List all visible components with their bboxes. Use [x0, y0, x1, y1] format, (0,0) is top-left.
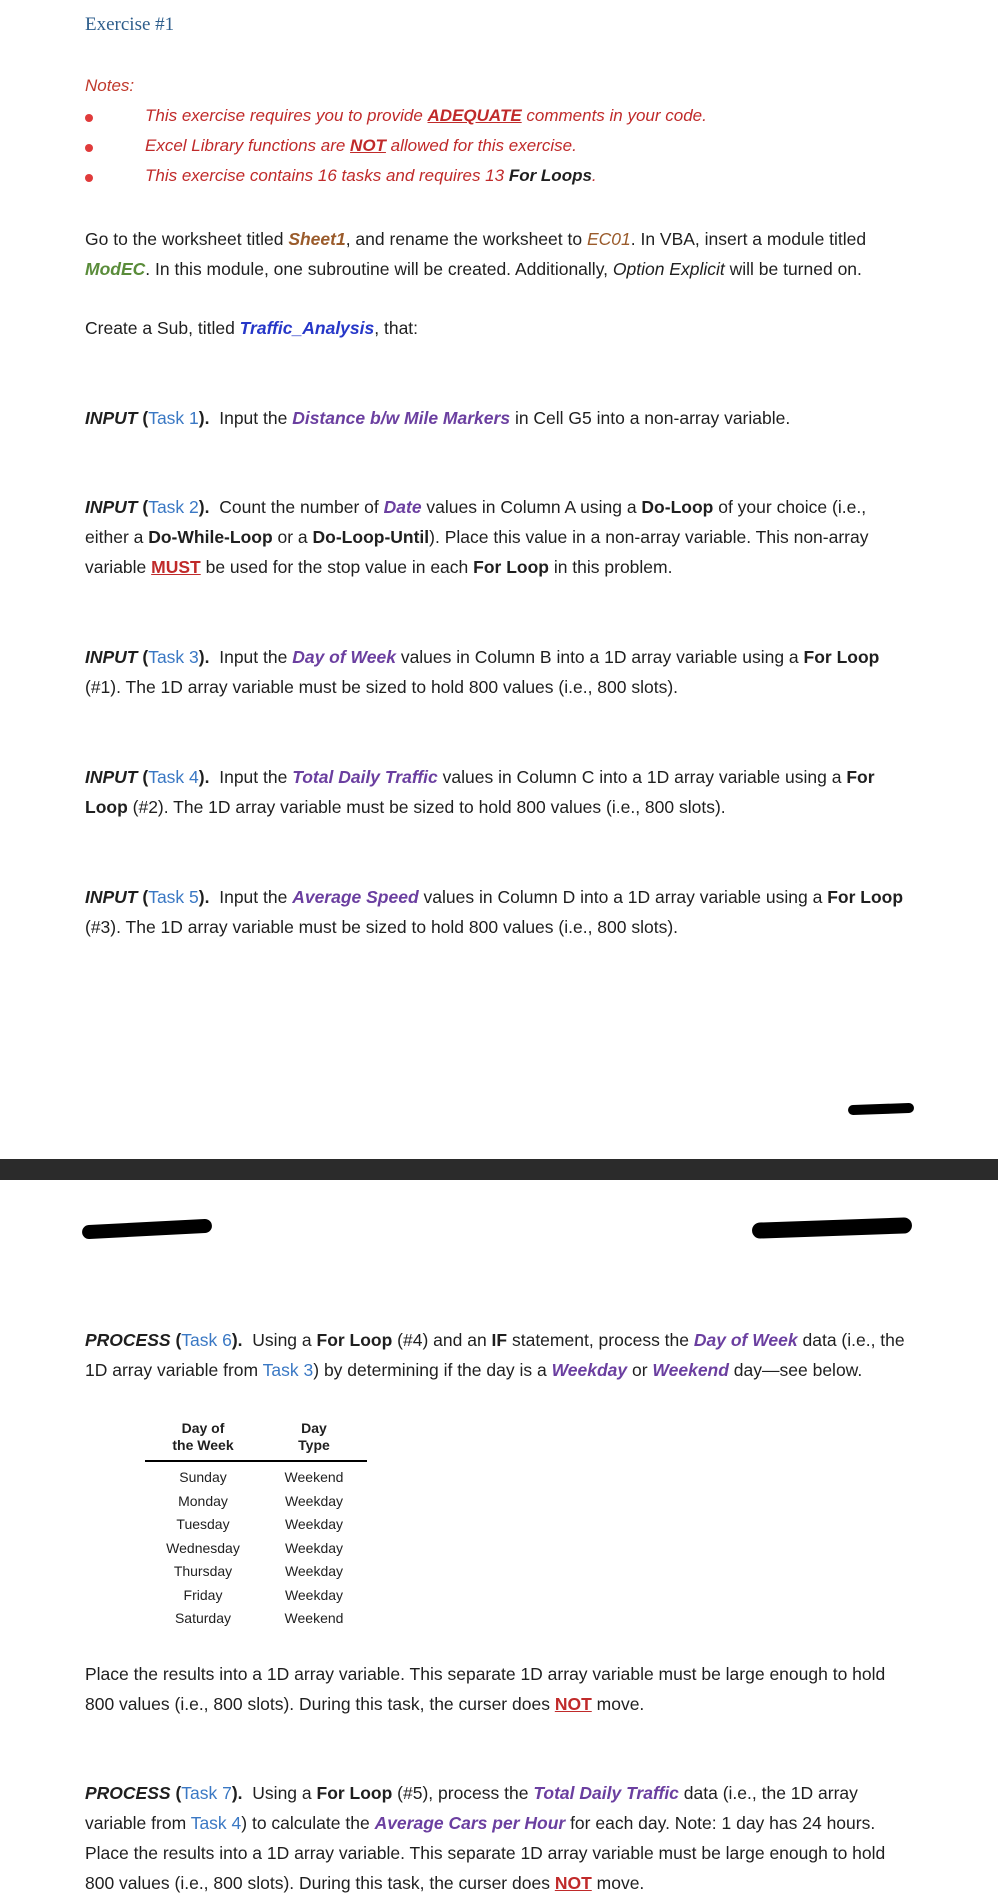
table-row	[145, 1607, 367, 1631]
type-cell: Weekday	[284, 1539, 344, 1556]
table-row	[145, 1560, 367, 1584]
day-cell: Friday	[183, 1586, 223, 1603]
table-row	[145, 1584, 367, 1608]
type-cell: Weekday	[284, 1516, 344, 1532]
intro-paragraph: Go to the worksheet titled Sheet1, and rename the worksheet to EC01. In VBA, insert a module titled ModEC. In this module, one subroutine will be created. Additionally, Option Explicit will be turned on.	[85, 229, 867, 279]
type-cell: Weekday	[284, 1563, 344, 1579]
notes-label: Notes:	[85, 76, 135, 95]
table-row	[145, 1513, 367, 1537]
note-item-3: This exercise contains 16 tasks and requires 13 For Loops.	[145, 166, 597, 185]
type-cell: Weekend	[284, 1469, 344, 1485]
day-cell: Monday	[178, 1492, 228, 1509]
page-title: Exercise #1	[85, 14, 175, 35]
note-item-1: This exercise requires you to provide ADEQUATE comments in your code.	[145, 106, 707, 125]
header-day-type: Day Type	[261, 1420, 367, 1461]
redaction-mark	[82, 1219, 213, 1240]
type-cell: Weekday	[284, 1586, 344, 1603]
type-cell: Weekend	[284, 1610, 344, 1626]
redaction-mark	[848, 1103, 914, 1115]
type-cell: Weekday	[284, 1492, 344, 1509]
note-item-2: Excel Library functions are NOT allowed for this exercise.	[145, 136, 577, 155]
task-3: INPUT (Task 3). Input the Day of Week values in Column B into a 1D array variable using a For Loop (#1). The 1D array variable must be sized to hold 800 values (i.e., 800 slots).	[85, 647, 880, 697]
header-day-of-week: Day of the Week	[145, 1420, 261, 1461]
day-cell: Sunday	[179, 1469, 227, 1485]
task-6: PROCESS (Task 6). Using a For Loop (#4) and an IF statement, process the Day of Week data (i.e., the 1D array variable from Task 3) by determining if the day is a Weekday or Weekend day—see below.	[85, 1330, 905, 1380]
page-divider	[0, 1159, 998, 1180]
task-4: INPUT (Task 4). Input the Total Daily Traffic values in Column C into a 1D array variable using a For Loop (#2). The 1D array variable must be sized to hold 800 values (i.e., 800 slots).	[85, 767, 875, 817]
task-2: INPUT (Task 2). Count the number of Date values in Column A using a Do-Loop of your choice (i.e., either a Do-While-Loop or a Do-Loop-Until). Place this value in a non-array variable. This non-array variable MUST be used for the stop value in each For Loop in this problem.	[85, 497, 869, 577]
bullet-icon	[85, 144, 93, 152]
table-row	[145, 1490, 367, 1514]
bullet-icon	[85, 114, 93, 122]
day-cell: Thursday	[173, 1563, 233, 1579]
day-cell: Wednesday	[166, 1539, 240, 1556]
bullet-icon	[85, 174, 93, 182]
create-sub-paragraph: Create a Sub, titled Traffic_Analysis, that:	[85, 318, 419, 338]
task-7: PROCESS (Task 7). Using a For Loop (#5), process the Total Daily Traffic data (i.e., the 1D array variable from Task 4) to calculate the Average Cars per Hour for each day. Note: 1 day has 24 hours. Place the results into a 1D array variable. This separate 1D array variable must be large enough to hold 800 values (i.e., 800 slots). During this task, the curser does NOT move.	[85, 1783, 886, 1893]
task-6-results: Place the results into a 1D array variable. This separate 1D array variable must be large enough to hold 800 values (i.e., 800 slots). During this task, the curser does NOT move.	[85, 1664, 886, 1714]
day-cell: Saturday	[174, 1610, 232, 1626]
task-5: INPUT (Task 5). Input the Average Speed values in Column D into a 1D array variable using a For Loop (#3). The 1D array variable must be sized to hold 800 values (i.e., 800 slots).	[85, 887, 904, 937]
redaction-mark	[752, 1217, 912, 1239]
day-cell: Tuesday	[176, 1516, 230, 1532]
task-1: INPUT (Task 1). Input the Distance b/w Mile Markers in Cell G5 into a non-array variable.	[85, 408, 791, 428]
table-row	[145, 1537, 367, 1561]
table-row	[145, 1461, 367, 1490]
day-type-table	[145, 1420, 367, 1631]
